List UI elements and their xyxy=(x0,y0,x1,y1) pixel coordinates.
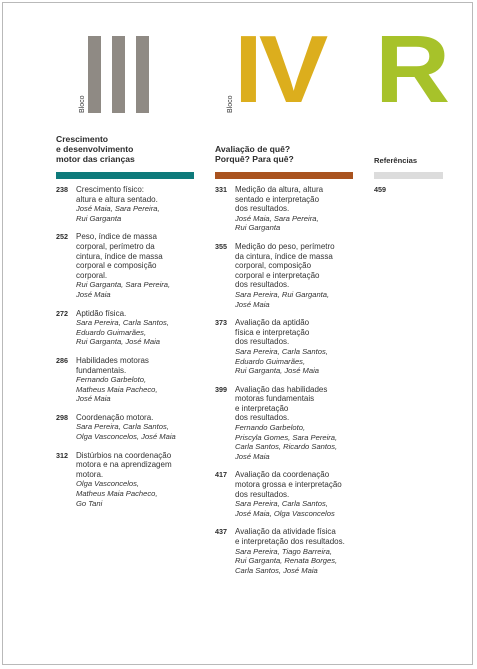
block-4-bar xyxy=(215,172,353,179)
references-letter: R xyxy=(375,16,450,124)
toc-entry[interactable] xyxy=(56,309,206,347)
entry-page: 298 xyxy=(56,412,68,422)
block-4-title-line: Porquê? Para quê? xyxy=(215,154,294,164)
bloco-label-4: Bloco xyxy=(227,95,234,113)
block-3-title-line: e desenvolvimento xyxy=(56,144,134,154)
entry-authors: Fernando Garbeloto, Matheus Maia Pacheco, José Maia xyxy=(76,375,158,404)
entry-authors: José Maia, Sara Pereira, Rui Garganta xyxy=(235,213,319,233)
entry-title: Avaliação das habilidades motoras fundamentais e interpretação dos resultados. xyxy=(235,384,328,423)
block-numeral-3 xyxy=(82,29,166,113)
entry-page: 355 xyxy=(215,241,227,251)
toc-entry[interactable] xyxy=(56,232,206,299)
entry-title: Habilidades motoras fundamentais. xyxy=(76,355,149,375)
entry-authors: Sara Pereira, Tiago Barreira, Rui Garganta, Renata Borges, Carla Santos, José Maia xyxy=(235,546,338,575)
entry-authors: Sara Pereira, Carla Santos, Eduardo Guimarães, Rui Garganta, José Maia xyxy=(76,318,169,347)
entry-title: Aptidão física. xyxy=(76,308,127,318)
entry-authors: Fernando Garbeloto, Priscyla Gomes, Sara Pereira, Carla Santos, Ricardo Santos, José Maia xyxy=(235,423,338,461)
block-3-entries xyxy=(56,185,206,517)
block-3-title-line: motor das crianças xyxy=(56,154,135,164)
toc-entry[interactable] xyxy=(56,185,206,223)
references-page[interactable]: 459 xyxy=(374,185,386,194)
bloco-label-3: Bloco xyxy=(79,95,86,113)
entry-authors: Rui Garganta, Sara Pereira, José Maia xyxy=(76,280,171,299)
block-4-entries xyxy=(215,185,365,584)
entry-title: Medição do peso, perímetro da cintura, índice de massa corporal, composição corporal e interpretação dos resultados. xyxy=(235,241,335,290)
entry-title: Avaliação da coordenação motora grossa e interpretação dos resultados. xyxy=(235,470,342,499)
block-3-title xyxy=(56,134,206,164)
entry-page: 437 xyxy=(215,527,227,537)
entry-title: Peso, índice de massa corporal, perímetro da cintura, índice de massa corporal e composição corporal. xyxy=(76,232,163,280)
toc-entry[interactable] xyxy=(56,356,206,404)
entry-authors: Sara Pereira, Carla Santos, Eduardo Guimarães, Rui Garganta, José Maia xyxy=(235,346,328,376)
entry-title: Crescimento físico: altura e altura sentado. xyxy=(76,185,158,204)
entry-title: Avaliação da aptidão física e interpretação dos resultados. xyxy=(235,318,310,347)
entry-title: Avaliação da atividade física e interpretação dos resultados. xyxy=(235,527,345,546)
block-4-title-line: Avaliação de quê? xyxy=(215,144,291,154)
block-3-title-line: Crescimento xyxy=(56,134,109,144)
toc-entry[interactable] xyxy=(56,451,206,509)
entry-authors: Sara Pereira, Carla Santos, José Maia, Olga Vasconcelos xyxy=(235,499,335,518)
entry-authors: Olga Vasconcelos, Matheus Maia Pacheco, Go Tani xyxy=(76,479,158,508)
entry-page: 272 xyxy=(56,308,68,318)
entry-page: 238 xyxy=(56,185,68,194)
entry-page: 252 xyxy=(56,232,68,242)
entry-authors: Sara Pereira, Carla Santos, Olga Vasconcelos, José Maia xyxy=(76,422,176,442)
entry-page: 286 xyxy=(56,355,68,365)
entry-page: 331 xyxy=(215,185,227,194)
entry-title: Distúrbios na coordenação motora e na aprendizagem motora. xyxy=(76,450,172,479)
toc-entry[interactable] xyxy=(215,242,365,309)
entry-authors: José Maia, Sara Pereira, Rui Garganta xyxy=(76,204,160,223)
block-3-bar xyxy=(56,172,194,179)
block-numeral-4: IV xyxy=(234,16,325,124)
entry-authors: Sara Pereira, Rui Garganta, José Maia xyxy=(235,289,330,309)
references-bar xyxy=(374,172,443,179)
references-title: Referências xyxy=(374,156,418,165)
entry-title: Coordenação motora. xyxy=(76,412,154,422)
toc-entry[interactable] xyxy=(215,185,365,233)
toc-entry[interactable] xyxy=(215,385,365,462)
numeral-iii-graphic xyxy=(82,29,166,113)
toc-entry[interactable] xyxy=(215,470,365,518)
entry-page: 312 xyxy=(56,450,68,460)
entry-page: 373 xyxy=(215,318,227,328)
block-4-title xyxy=(215,144,365,164)
toc-entry[interactable] xyxy=(56,413,206,442)
toc-entry[interactable] xyxy=(215,527,365,575)
entry-page: 417 xyxy=(215,470,227,480)
entry-page: 399 xyxy=(215,384,227,394)
toc-entry[interactable] xyxy=(215,318,365,376)
entry-title: Medição da altura, altura sentado e interpretação dos resultados. xyxy=(235,185,324,214)
